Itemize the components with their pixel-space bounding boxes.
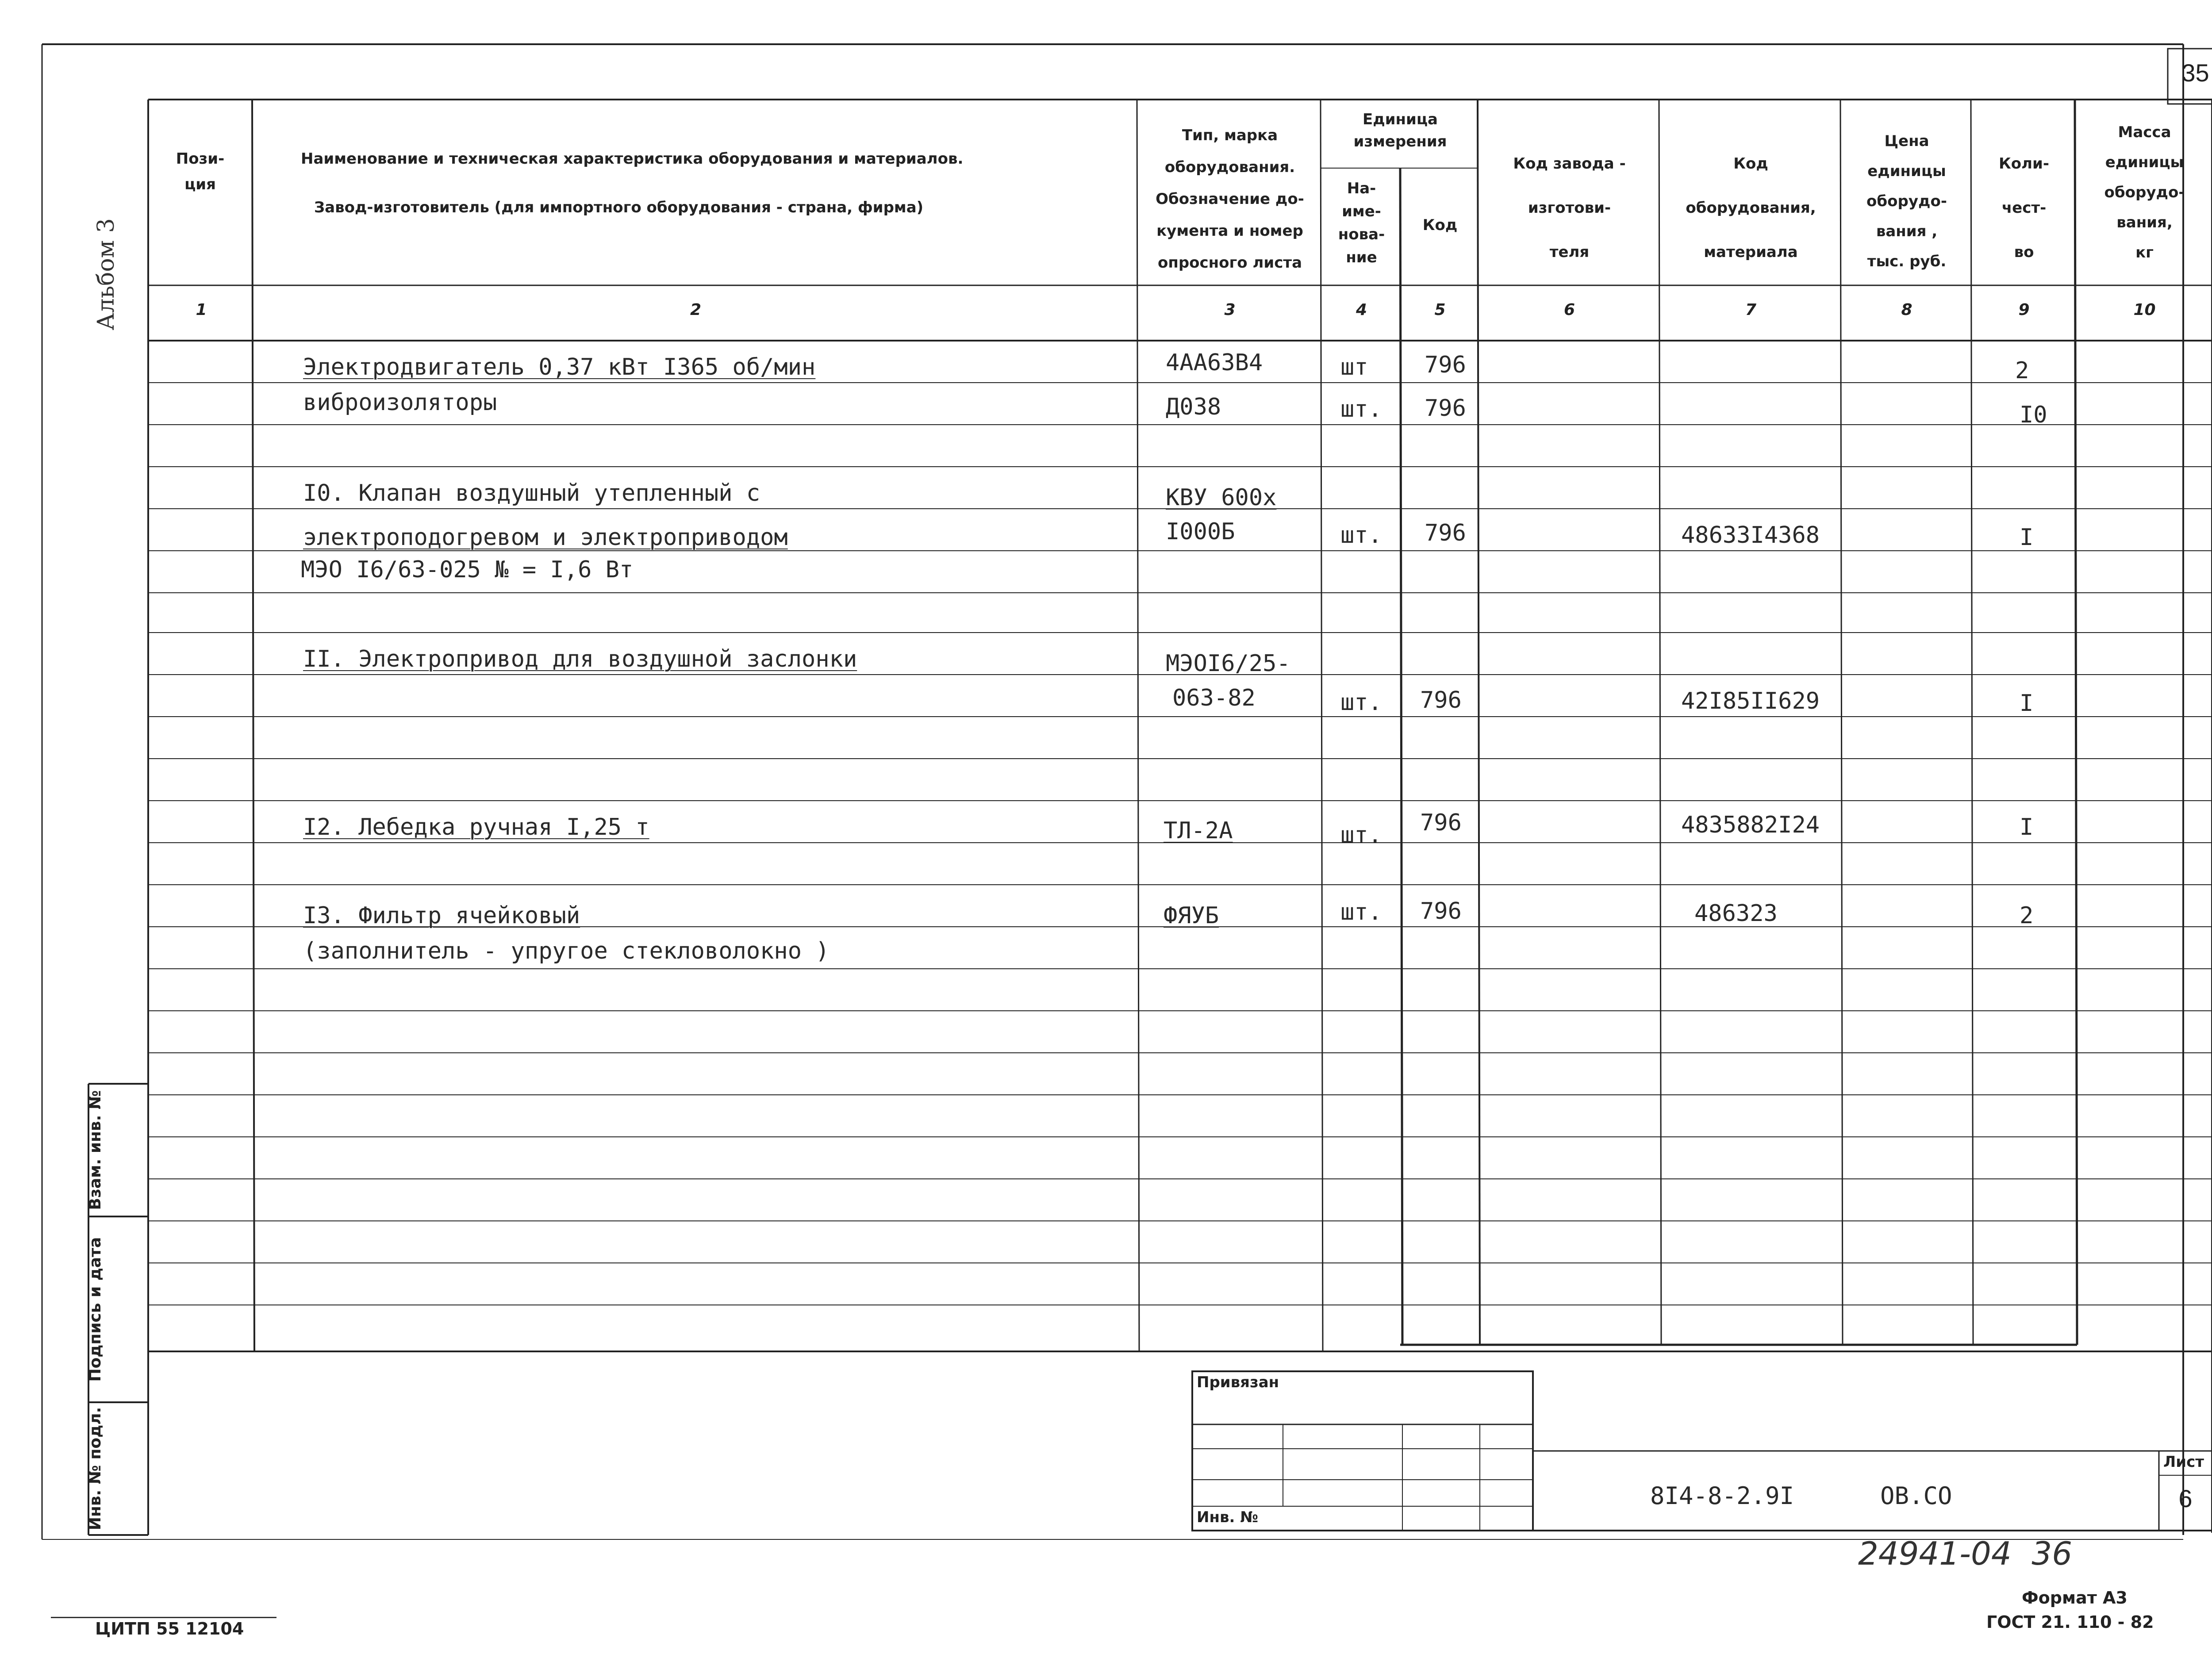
row-quantity: 2 [2020, 902, 2034, 929]
row-type: Д038 [1166, 394, 1221, 420]
row-type: ТЛ-2А [1164, 817, 1233, 844]
row-name: электроподогревом и электроприводом [303, 524, 788, 551]
row-quantity: 2 [2015, 357, 2029, 384]
header-equip-code: Код оборудования, материала [1686, 155, 1816, 261]
row-equip-code: 486323 [1694, 900, 1778, 927]
row-unit: шт. [1340, 899, 1382, 925]
row-type: КВУ 600х [1166, 484, 1277, 511]
handwritten-number: 24941-04 36 [1858, 1535, 2073, 1572]
column-number: 9 [2018, 301, 2030, 319]
row-name: МЭО I6/63-025 № = I,6 Вт [301, 556, 634, 583]
list-label: Лист [2163, 1453, 2204, 1471]
inv-no-label: Инв. № [1197, 1508, 1259, 1526]
header-position: Пози- ция [176, 150, 225, 193]
row-type: МЭОI6/25- [1166, 650, 1290, 677]
header-factory-code: Код завода - изготови- теля [1513, 155, 1626, 261]
column-number: 6 [1563, 301, 1575, 319]
header-name-line2: Завод-изготовитель (для импортного оборудования - страна, фирма) [314, 199, 924, 216]
row-name: (заполнитель - упругое стекловолокно ) [303, 938, 830, 964]
header-name-line1: Наименование и техническая характеристика оборудования и материалов. [301, 150, 964, 168]
row-unit: шт [1340, 354, 1368, 380]
row-type: 063-82 [1172, 685, 1256, 711]
header-unit-code: Код [1422, 216, 1458, 234]
stamp-inv-podl: Инв. № подл. [86, 1407, 104, 1531]
header-unit-name: На- име- нова- ние [1338, 180, 1385, 266]
column-number: 10 [2133, 301, 2156, 319]
column-number: 3 [1224, 301, 1236, 319]
album-label: Альбом 3 [93, 218, 119, 330]
row-quantity: I [2020, 814, 2034, 840]
footer-rule [51, 1617, 276, 1618]
row-quantity: I [2020, 524, 2034, 551]
row-unit: шт. [1340, 689, 1382, 716]
citp-label: ЦИТП 55 12104 [95, 1619, 244, 1638]
format-label: Формат А3 [2022, 1588, 2128, 1608]
row-unit-code: 796 [1425, 520, 1466, 546]
sheet-top-number: 35 [2181, 59, 2209, 87]
row-name: Электродвигатель 0,37 кВт I365 об/мин [303, 354, 816, 380]
row-unit-code: 796 [1425, 395, 1466, 422]
row-unit: шт. [1340, 396, 1382, 422]
row-unit-code: 796 [1420, 898, 1462, 925]
gost-label: ГОСТ 21. 110 - 82 [1986, 1612, 2154, 1632]
column-number: 8 [1901, 301, 1912, 319]
row-unit-code: 796 [1420, 810, 1462, 836]
row-name: I3. Фильтр ячейковый [303, 902, 580, 929]
column-number: 4 [1356, 301, 1367, 319]
header-price: Цена единицы оборудо- вания , тыс. руб. [1866, 132, 1947, 270]
row-unit: шт. [1340, 522, 1382, 549]
stamp-vzam-inv: Взам. инв. № [86, 1090, 104, 1210]
privyazan-label: Привязан [1197, 1374, 1279, 1391]
row-type: I000Б [1166, 518, 1235, 545]
list-number: 6 [2178, 1485, 2193, 1512]
row-quantity: I [2020, 690, 2034, 717]
row-equip-code: 48633I4368 [1681, 522, 1820, 549]
header-type: Тип, марка оборудования. Обозначение до- кумента и номер опросного листа [1156, 127, 1304, 272]
row-quantity: I0 [2020, 402, 2047, 428]
row-type: 4АА63В4 [1166, 349, 1263, 376]
row-type: ФЯУБ [1164, 902, 1219, 929]
column-number: 5 [1434, 301, 1446, 319]
header-unit-group: Единица измерения [1353, 111, 1447, 150]
row-name: II. Электропривод для воздушной заслонки [303, 646, 857, 672]
stamp-podpis-data: Подпись и дата [86, 1237, 104, 1382]
row-unit-code: 796 [1420, 687, 1462, 714]
row-equip-code: 4835882I24 [1681, 812, 1820, 838]
row-unit: шт. [1340, 822, 1382, 848]
document-mark: ОВ.СО [1880, 1482, 1952, 1510]
row-name: виброизоляторы [303, 389, 497, 416]
row-name: I0. Клапан воздушный утепленный с [303, 480, 760, 507]
header-mass: Масса единицы оборудо- вания, кг [2104, 123, 2185, 261]
row-equip-code: 42I85II629 [1681, 688, 1820, 714]
row-name: I2. Лебедка ручная I,25 т [303, 814, 649, 840]
column-number: 1 [196, 301, 207, 319]
header-quantity: Коли- чест- во [1999, 155, 2049, 261]
document-code: 8I4-8-2.9I [1650, 1482, 1794, 1510]
column-number: 2 [690, 301, 702, 319]
row-unit-code: 796 [1425, 352, 1466, 378]
column-number: 7 [1745, 301, 1757, 319]
